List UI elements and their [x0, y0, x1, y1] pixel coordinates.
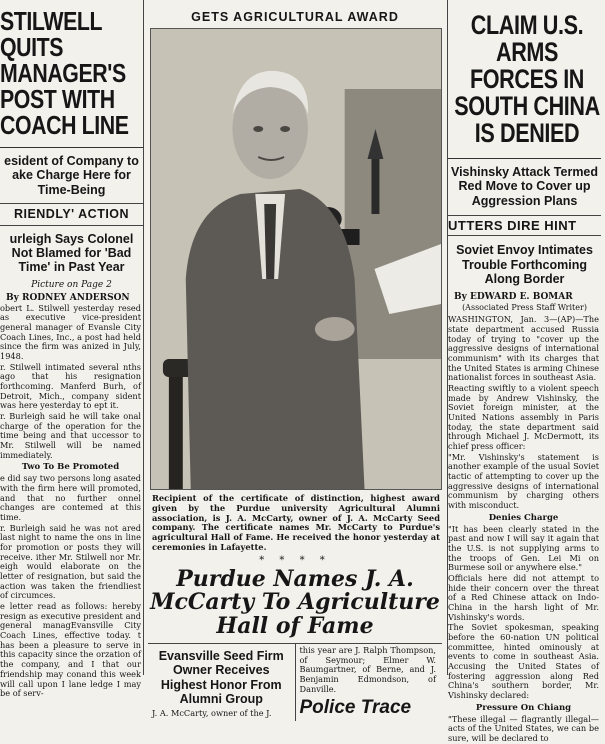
center-feature — [144, 0, 446, 719]
paragraph: r. Burleigh said he will take onal charge of the operation for the time being and that uccessor to Mr. Stilwell will be named immediately. — [0, 411, 141, 460]
paragraph: "These illegal — flagrantly illegal—acts of the United States, we can be sure, will be declared to — [448, 713, 599, 744]
photo-title: GETS AGRICULTURAL AWARD — [191, 10, 399, 24]
picture-note: Picture on Page 2 — [31, 279, 112, 290]
subhead-chiang: Pressure On Chiang — [475, 702, 572, 713]
paragraph: Officials here did not attempt to hide their concern over the threat of a Red Chinese attack on Indo-China in the harsh light of Mr. Vishinsky's words. — [448, 573, 599, 622]
paragraph: obert L. Stilwell yesterday resed as executive vice-president general manager of Evansle City Coach Lines, Inc., a post had held since the firm was anized in July, 1948. — [0, 302, 141, 361]
arms-headline: CLAIM U.S. ARMS FORCES IN SOUTH CHINA IS DENIED — [454, 10, 600, 148]
paragraph: The Soviet spokesman, speaking before the 60-nation UN political committee, hinted ominously at events to come in southeast Asia. Accusing the United States of fostering aggression along Red China's southern border, Mr. Vishinsky declared: — [448, 622, 599, 701]
right-article — [447, 0, 601, 744]
arms-credit: (Associated Press Staff Writer) — [462, 303, 587, 313]
paragraph: "Mr. Vishinsky's statement is another example of the usual Soviet tactic of attempting to cover up the aggressive designs of international communism by charging others with misconduct. — [448, 451, 599, 511]
mccarty-col-left — [148, 644, 296, 721]
mccarty-article — [148, 643, 442, 721]
mccarty-body-left: J. A. McCarty, owner of the J. — [152, 708, 272, 719]
stilwell-byline: By RODNEY ANDERSON — [6, 292, 130, 303]
stilwell-deck-1: esident of Company to ake Charge Here for Time-Being — [4, 154, 139, 197]
stilwell-body — [0, 304, 141, 699]
arms-byline: By EDWARD E. BOMAR — [454, 292, 573, 303]
divider — [0, 147, 143, 148]
subhead-promoted: Two To Be Promoted — [21, 462, 120, 473]
paragraph: e letter read as follows: hereby resign as executive president and general managEvansville City Coach Lines, effective today. t has been a pleasure to serve in this capacity since the orzation of the company, and I that our friendship may conand this week will call upon I lane ledge I may be of serv- — [0, 601, 141, 699]
paragraph: WASHINGTON, Jan. 3—(AP)—The state department accused Russia today of trying to "cover up the aggressive designs of international communism" with its charges that the United States is arming Chinese nationalist forces in southeast Asia. — [448, 314, 599, 383]
paragraph: r. Stilwell intimated several nths ago that his resignation forthcoming. Manferd Burh, of Detroit, Mich., company sident was here yesterday to ept it. — [0, 361, 141, 411]
arms-deck-1: Vishinsky Attack Termed Red Move to Cover up Aggression Plans — [450, 165, 599, 208]
photo-caption: Recipient of the certificate of distinction, highest award given by the Purdue university Agricultural Alumni association, is J. A. McCarty, owner of J. A. McCarty Seed company. The certificate names Mr. McCarty to Purdue's agricultural Hall of Fame. He received the honor yesterday at ceremonies in Lafayette. — [152, 493, 440, 552]
mccarty-deck: Evansville Seed Firm Owner Receives Highest Honor From Alumni Group — [158, 648, 284, 707]
stilwell-headline: STILWELL QUITS MANAGER'S POST WITH COACH LINE — [0, 6, 129, 140]
arms-body — [448, 315, 599, 744]
stilwell-deck-3: urleigh Says Colonel Not Blamed for 'Bad Time' in Past Year — [9, 231, 134, 275]
paragraph: Reacting swiftly to a violent speech made by Andrew Vishinsky, the Soviet foreign minister, at the United Nations assembly in Paris today, the state department said through Michael J. McDermott, its chief press officer: — [448, 382, 599, 451]
police-headline: Police Trace — [299, 697, 412, 719]
paragraph: r. Burleigh said he was not ared last night to name the ons in line for promotion or posts they will receive. ither Mr. Stilwell nor Mr. eigh would elaborate on the letter of resignation, but said the action was taken the friendliest of circumces. — [0, 522, 141, 601]
mccarty-photo — [150, 28, 442, 490]
paragraph: "It has been clearly stated in the past and now I will say it again that the U.S. is not supplying arms to the troops of Gen. Lei Mi on Burmese soil or anywhere else." — [448, 523, 599, 573]
mccarty-col-right — [296, 644, 443, 721]
star-divider: * * * * — [259, 554, 331, 566]
paragraph: e did say two persons long asated with the firm here will promoted, and that no further onnel changes are contemed at this time. — [0, 473, 141, 523]
mccarty-body-right: this year are J. Ralph Thompson, of Seymour; Elmer W. Baumgartner, of Berne, and J. Benjamin Edmondson, of Danville. — [299, 644, 436, 694]
arms-deck-2: Soviet Envoy Intimates Trouble Forthcoming Along Border — [456, 243, 593, 286]
mccarty-headline: Purdue Names J. A. McCarty To Agriculture Hall of Fame — [150, 565, 440, 640]
left-article — [0, 0, 144, 699]
divider — [448, 158, 601, 159]
arms-deck-hint: UTTERS DIRE HINT — [448, 215, 601, 236]
stilwell-deck-2: RIENDLY' ACTION — [0, 203, 143, 225]
subhead-denies: Denies Charge — [488, 512, 559, 523]
